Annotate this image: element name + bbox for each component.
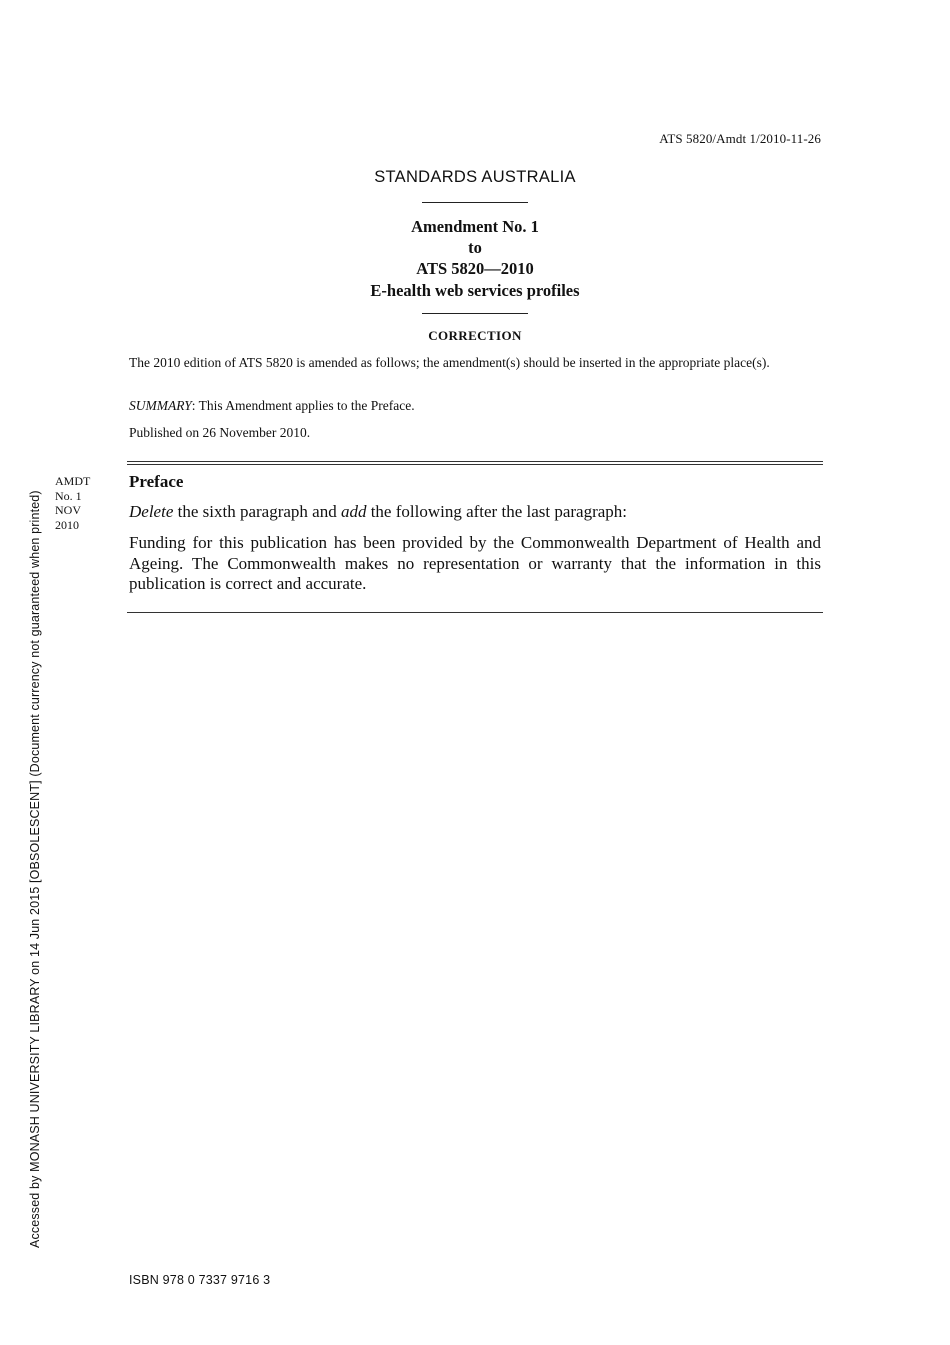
margin-note [55, 474, 90, 532]
instruction-delete: Delete [129, 502, 174, 521]
section-heading: Preface [129, 472, 184, 491]
correction-heading: CORRECTION [428, 328, 522, 343]
title-connector: to [468, 238, 482, 257]
intro-paragraph: The 2010 edition of ATS 5820 is amended as follows; the amendment(s) should be inserted in the appropriate place(s). [129, 355, 770, 370]
instruction-middle: the sixth paragraph and [173, 502, 341, 521]
summary-label: SUMMARY [129, 398, 192, 413]
margin-note-amdt: AMDT [55, 474, 91, 488]
margin-note-number: No. 1 [55, 488, 82, 503]
standard-number: ATS 5820—2010 [416, 259, 534, 278]
instruction-add: add [340, 502, 367, 521]
amendment-top-rule [127, 461, 823, 465]
publisher-name: STANDARDS AUSTRALIA [374, 168, 576, 186]
margin-note-month: NOV [55, 503, 81, 517]
title-divider-bottom [422, 313, 528, 314]
funding-paragraph: Funding for this publication has been provided by the Commonwealth Department of Health and Ageing. The Commonwealth makes no representation or warranty that the information in this publication is correct and accurate. [129, 533, 821, 593]
document-reference: ATS 5820/Amdt 1/2010-11-26 [659, 131, 821, 146]
instruction-end: the following after the last paragraph: [366, 502, 628, 521]
amendment-instruction [129, 502, 627, 522]
amendment-number: Amendment No. 1 [411, 217, 539, 236]
standard-title: E-health web services profiles [370, 281, 580, 300]
margin-note-year: 2010 [55, 517, 79, 532]
summary-line [129, 398, 415, 414]
amendment-bottom-rule [127, 612, 823, 613]
summary-text: : This Amendment applies to the Preface. [191, 398, 415, 413]
access-watermark: Accessed by MONASH UNIVERSITY LIBRARY on 14 Jun 2015 [OBSOLESCENT] (Document currency not guaranteed when printed) [28, 490, 42, 1248]
published-date: Published on 26 November 2010. [129, 425, 311, 440]
isbn: ISBN 978 0 7337 9716 3 [129, 1273, 271, 1287]
title-divider-top [422, 202, 528, 203]
